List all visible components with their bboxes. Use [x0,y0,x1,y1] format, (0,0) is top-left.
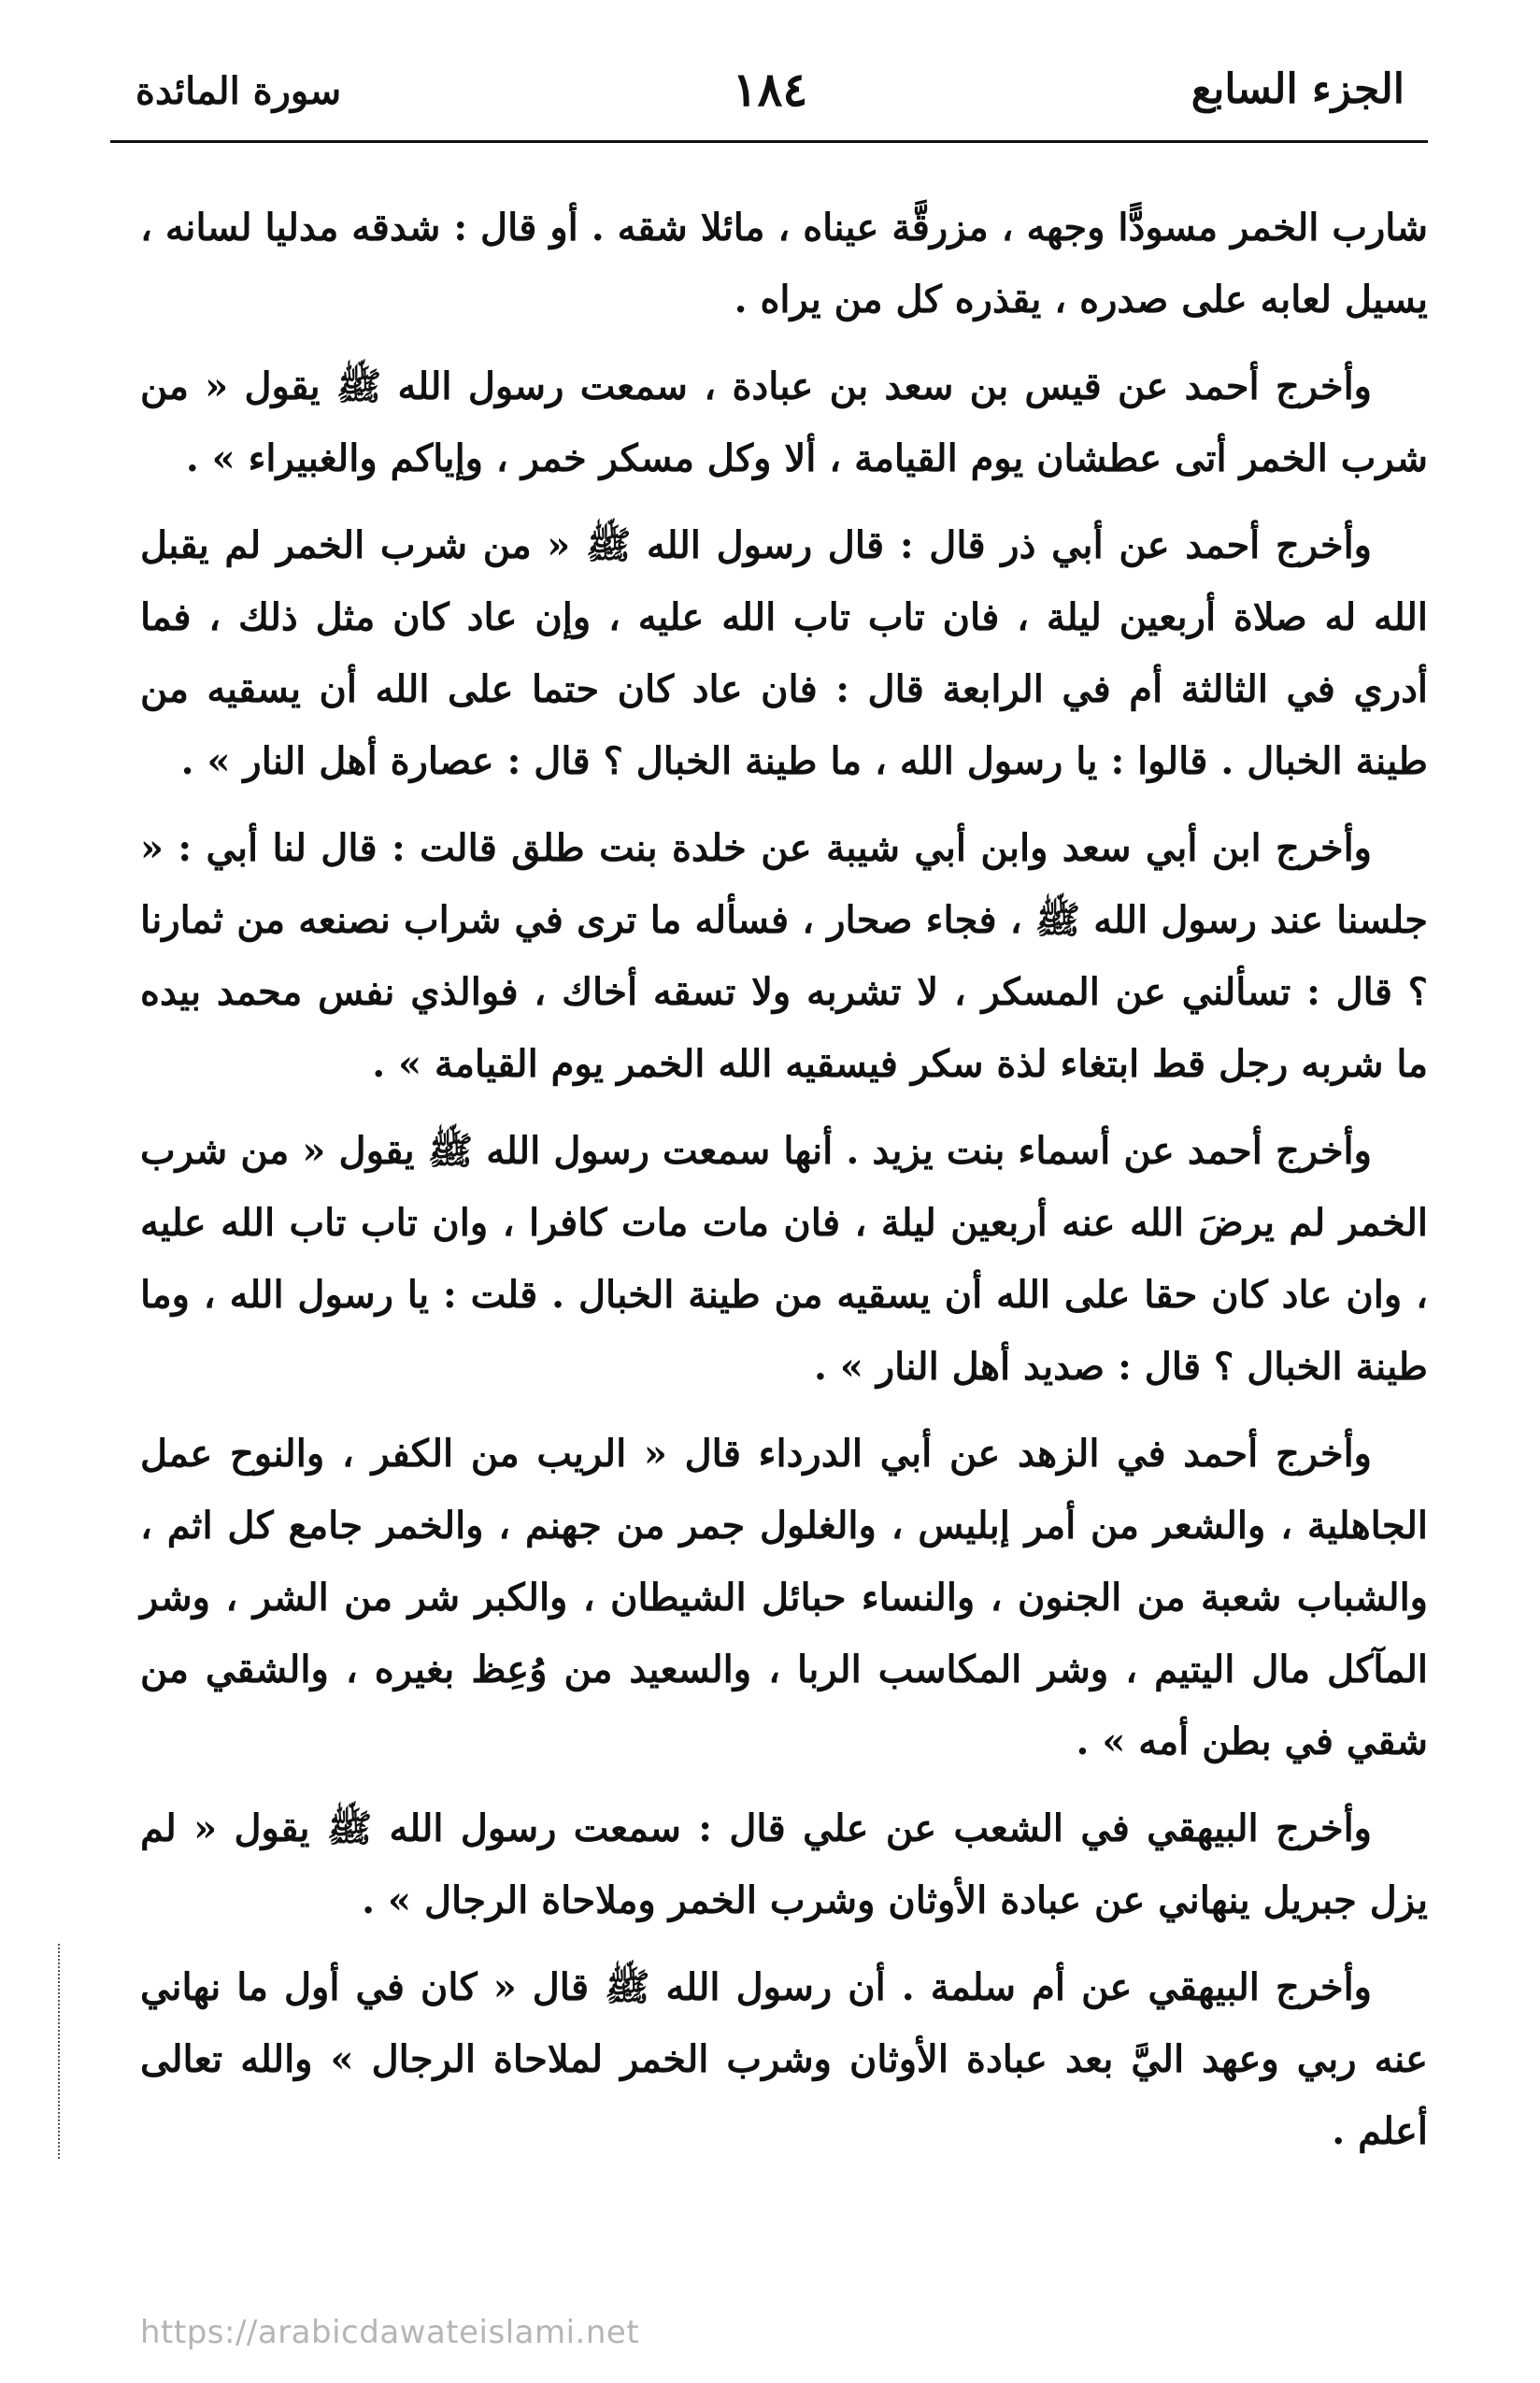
page-header [112,58,1428,142]
watermark-link[interactable]: https://arabicdawateislami.net [140,2314,640,2351]
part-title: الجزء السابع [1191,65,1405,113]
paragraph: شارب الخمر مسودًّا وجهه ، مزرقَّة عيناه ، مائلا شقه . أو قال : شدقه مدليا لسانه ، يسيل لعابه على صدره ، يقذره كل من يراه . [140,206,1429,321]
paragraph: وأخرج أحمد عن أسماء بنت يزيد . أنها سمعت رسول الله ﷺ يقول « من شرب الخمر لم يرضَ الله عنه أربعين ليلة ، فان مات مات كافرا ، وان تاب تاب الله عليه ، وان عاد كان حقا على الله أن يسقيه من طينة الخبال . قلت : يا رسول الله ، وما طينة الخبال ؟ قال : صديد أهل النار » . [140,1129,1428,1389]
surah-title: سورة المائدة [135,69,342,113]
paragraph: وأخرج أحمد عن قيس بن سعد بن عبادة ، سمعت رسول الله ﷺ يقول « من شرب الخمر أتى عطشان يوم القيامة ، ألا وكل مسكر خمر ، وإياكم والغبيراء » . [140,364,1428,480]
margin-scan-mark [58,1944,75,2159]
header-divider [110,140,1428,143]
paragraph: وأخرج أحمد عن أبي ذر قال : قال رسول الله ﷺ « من شرب الخمر لم يقبل الله له صلاة أربعين ليلة ، فان تاب تاب الله عليه ، وإن عاد كان مثل ذلك ، فما أدري في الثالثة أم في الرابعة قال : فان عاد كان حتما على الله أن يسقيه من طينة الخبال . قالوا : يا رسول الله ، ما طينة الخبال ؟ قال : عصارة أهل النار » . [140,523,1428,783]
paragraph: وأخرج البيهقي في الشعب عن علي قال : سمعت رسول الله ﷺ يقول « لم يزل جبريل ينهاني عن عبادة الأوثان وشرب الخمر وملاحاة الرجال » . [140,1806,1428,1922]
paragraph: وأخرج أحمد في الزهد عن أبي الدرداء قال « الريب من الكفر ، والنوح عمل الجاهلية ، والشعر من أمر إبليس ، والغلول جمر من جهنم ، والخمر جامع كل اثم ، والشباب شعبة من الجنون ، والنساء حبائل الشيطان ، والكبر شر من الشر ، وشر المآكل مال اليتيم ، وشر المكاسب الربا ، والسعيد من وُعِظ بغيره ، والشقي من شقي في بطن أمه » . [140,1432,1428,1763]
paragraph: وأخرج ابن أبي سعد وابن أبي شيبة عن خلدة بنت طلق قالت : قال لنا أبي : « جلسنا عند رسول الله ﷺ ، فجاء صحار ، فسأله ما ترى في شراب نصنعه من ثمارنا ؟ قال : تسألني عن المسكر ، لا تشربه ولا تسقه أخاك ، فوالذي نفس محمد بيده ما شربه رجل قط ابتغاء لذة سكر فيسقيه الله الخمر يوم القيامة » . [140,826,1428,1086]
page-body [140,192,1428,2182]
page-number: ١٨٤ [732,62,808,117]
paragraph: وأخرج البيهقي عن أم سلمة . أن رسول الله ﷺ قال « كان في أول ما نهاني عنه ربي وعهد اليَّ بعد عبادة الأوثان وشرب الخمر لملاحاة الرجال » والله تعالى أعلم . [140,1965,1428,2153]
